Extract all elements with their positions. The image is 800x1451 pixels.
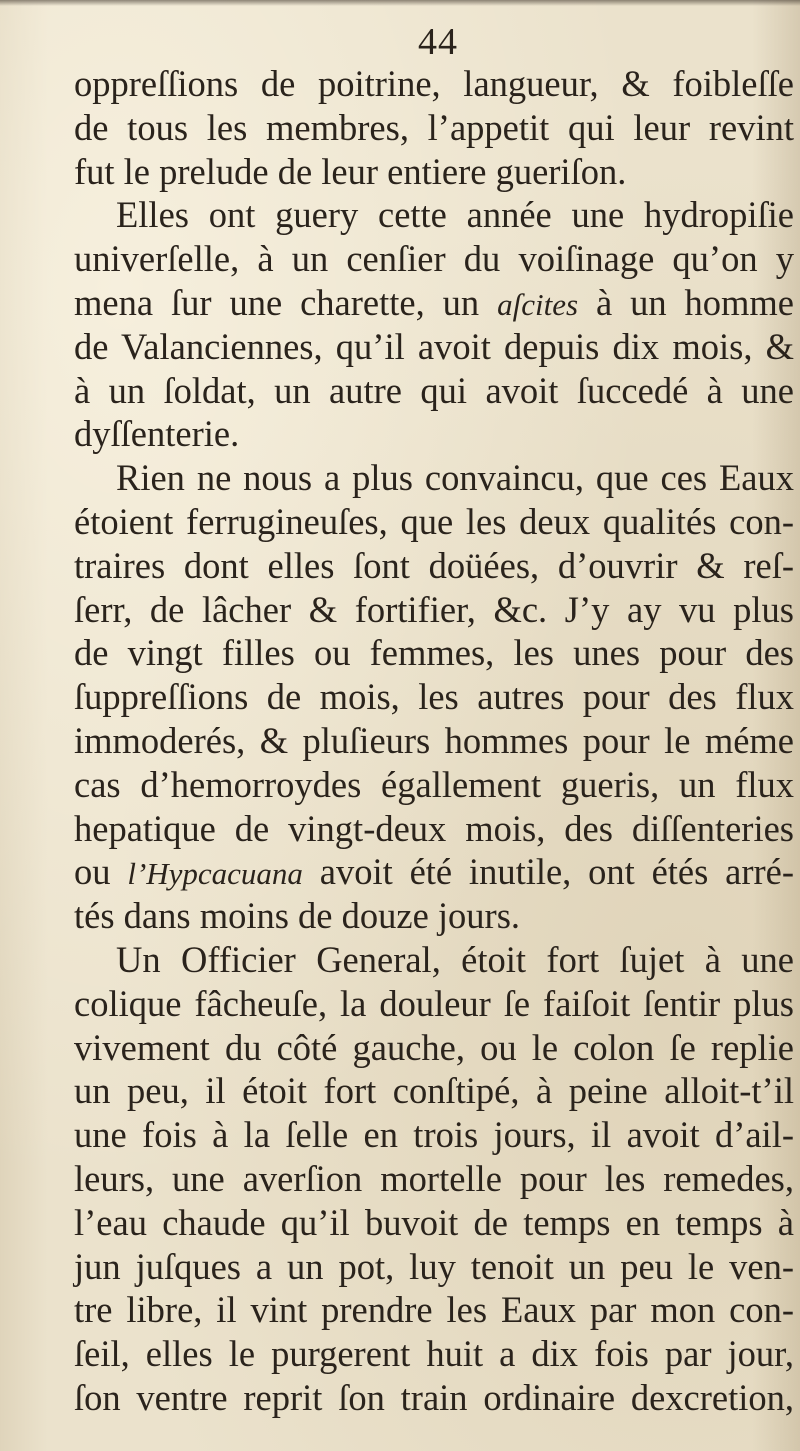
text-line: colique fâcheuſe, la douleur ſe faiſoit ſentir plus [74,982,794,1024]
italic-term: aſcites [497,286,579,322]
text-line: hepatique de vingt-deux mois, des diſſenteries [74,807,794,849]
text-line: cas d’hemorroydes égallement gueris, un flux [74,763,794,805]
text-line: tre libre, il vint prendre les Eaux par mon con- [74,1289,794,1331]
text-line: à un ſoldat, un autre qui avoit ſuccedé à une [74,369,794,411]
text-line: l’eau chaude qu’il buvoit de temps en temps à [74,1201,794,1243]
text-line: vivement du côté gauche, ou le colon ſe replie [74,1026,794,1068]
text-line: Rien ne nous a plus convaincu, que ces Eaux [116,457,794,499]
text-line: de Valanciennes, qu’il avoit depuis dix mois, & [74,325,794,367]
page-top-edge [0,0,800,6]
text-segment: ou [74,851,111,893]
text-line: ſuppreſſions de mois, les autres pour des flux [74,676,794,718]
text-line: jun juſques a un pot, luy tenoit un peu le ven- [74,1245,794,1287]
text-segment: mena ſur une charette, un [74,281,480,323]
text-line-with-italic [74,281,794,325]
text-line: ſerr, de lâcher & fortifier, &c. J’y ay vu plus [74,588,794,630]
text-line-with-italic [74,850,794,894]
text-segment: à un homme [595,281,795,323]
page-body-text [74,62,794,1420]
text-line: oppreſſions de poitrine, langueur, & foibleſſe [74,63,794,104]
text-line: fut le prelude de leur entiere gueriſon. [74,150,627,192]
text-line: une fois à la ſelle en trois jours, il avoit d’ail- [74,1114,794,1156]
text-line: étoient ferrugineuſes, que les deux qualités con- [74,500,794,542]
text-line: immoderés, & pluſieurs hommes pour le méme [74,719,794,761]
text-line: tés dans moins de douze jours. [74,895,521,937]
italic-term: l’Hypcacuana [127,856,303,892]
text-line: univerſelle, à un cenſier du voiſinage qu’on y [74,238,794,280]
text-line: de vingt filles ou femmes, les unes pour des [74,632,794,674]
text-line: de tous les membres, l’appetit qui leur revint [74,106,794,148]
text-line: dyſſenterie. [74,413,240,455]
text-line: Un Officier General, étoit fort ſujet à une [116,938,794,980]
text-line: ſon ventre reprit ſon train ordinaire dexcretion, [74,1376,794,1418]
text-segment: avoit été inutile, ont étés arré- [319,851,795,893]
text-line: Elles ont guery cette année une hydropiſie [116,194,794,236]
text-line: traires dont elles ſont doüées, d’ouvrir & reſ- [74,544,794,586]
text-line: ſeil, elles le purgerent huit a dix fois par jour, [74,1333,794,1375]
page-number: 44 [418,21,458,63]
text-line: un peu, il étoit fort conſtipé, à peine alloit-t’il [74,1070,794,1112]
text-line: leurs, une averſion mortelle pour les remedes, [74,1157,794,1199]
